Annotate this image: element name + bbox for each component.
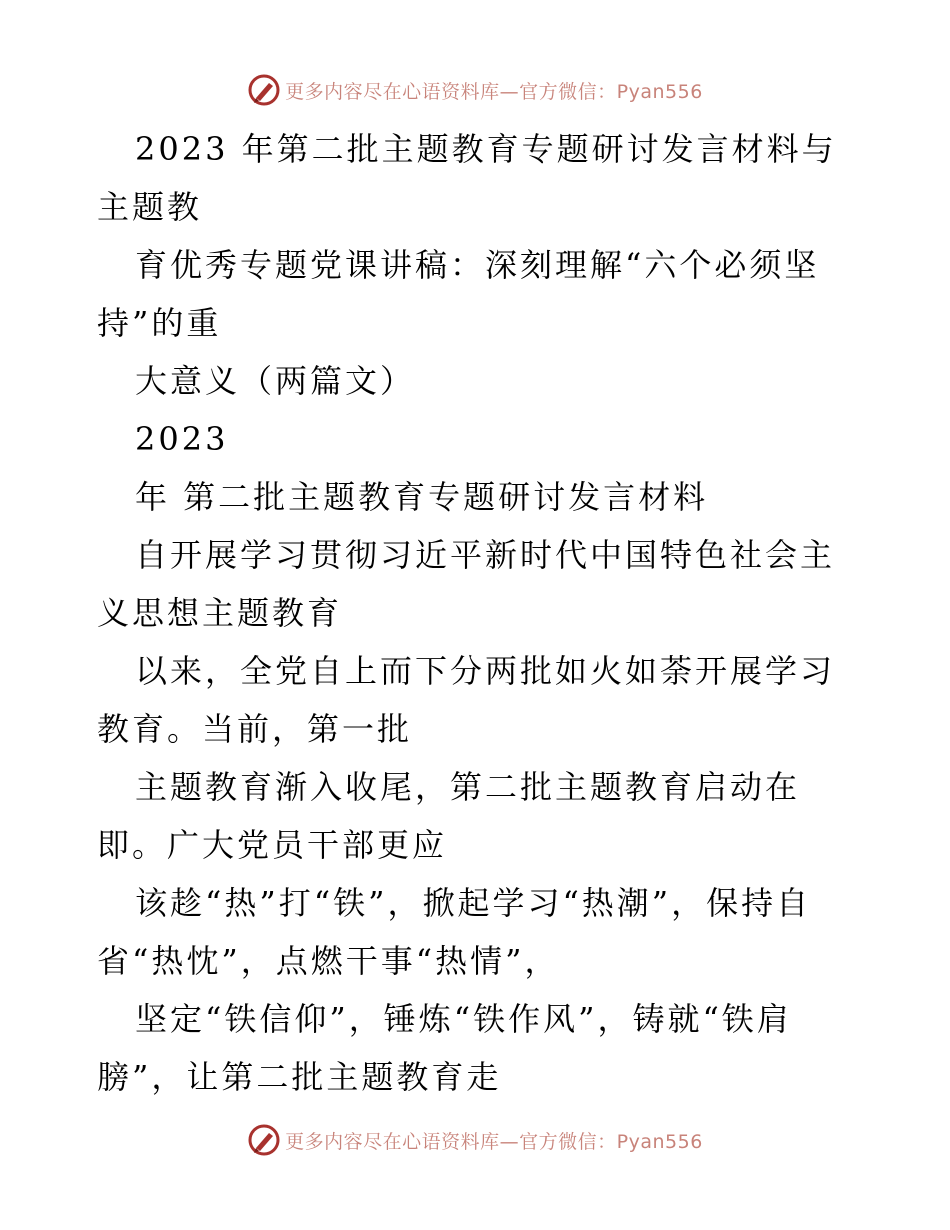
watermark-text: 更多内容尽在心语资料库—官方微信：Pyan556 xyxy=(285,80,703,103)
document-body xyxy=(97,120,857,1106)
pen-logo-icon xyxy=(247,73,281,107)
paragraph: 大意义（两篇文） xyxy=(135,362,416,400)
watermark-text: 更多内容尽在心语资料库—官方微信：Pyan556 xyxy=(285,1130,703,1153)
paragraph: 育优秀专题党课讲稿：深刻理解“六个必须坚持”的重 xyxy=(97,246,820,342)
footer-watermark xyxy=(0,1120,950,1160)
paragraph: 该趁“热”打“铁”，掀起学习“热潮”，保持自省“热忱”，点燃干事“热情”， xyxy=(97,884,812,980)
paragraph: 主题教育渐入收尾，第二批主题教育启动在即。广大党员干部更应 xyxy=(97,768,801,864)
paragraph: 年 第二批主题教育专题研讨发言材料 xyxy=(135,478,709,516)
paragraph: 自开展学习贯彻习近平新时代中国特色社会主义思想主题教育 xyxy=(97,536,836,632)
paragraph: 2023 xyxy=(135,420,229,458)
paragraph: 坚定“铁信仰”，锤炼“铁作风”，铸就“铁肩膀”，让第二批主题教育走 xyxy=(97,1000,792,1096)
paragraph: 以来，全党自上而下分两批如火如荼开展学习教育。当前，第一批 xyxy=(97,652,836,748)
header-watermark xyxy=(0,70,950,110)
pen-logo-icon xyxy=(247,1123,281,1157)
paragraph: 2023 年第二批主题教育专题研讨发言材料与主题教 xyxy=(97,130,837,226)
